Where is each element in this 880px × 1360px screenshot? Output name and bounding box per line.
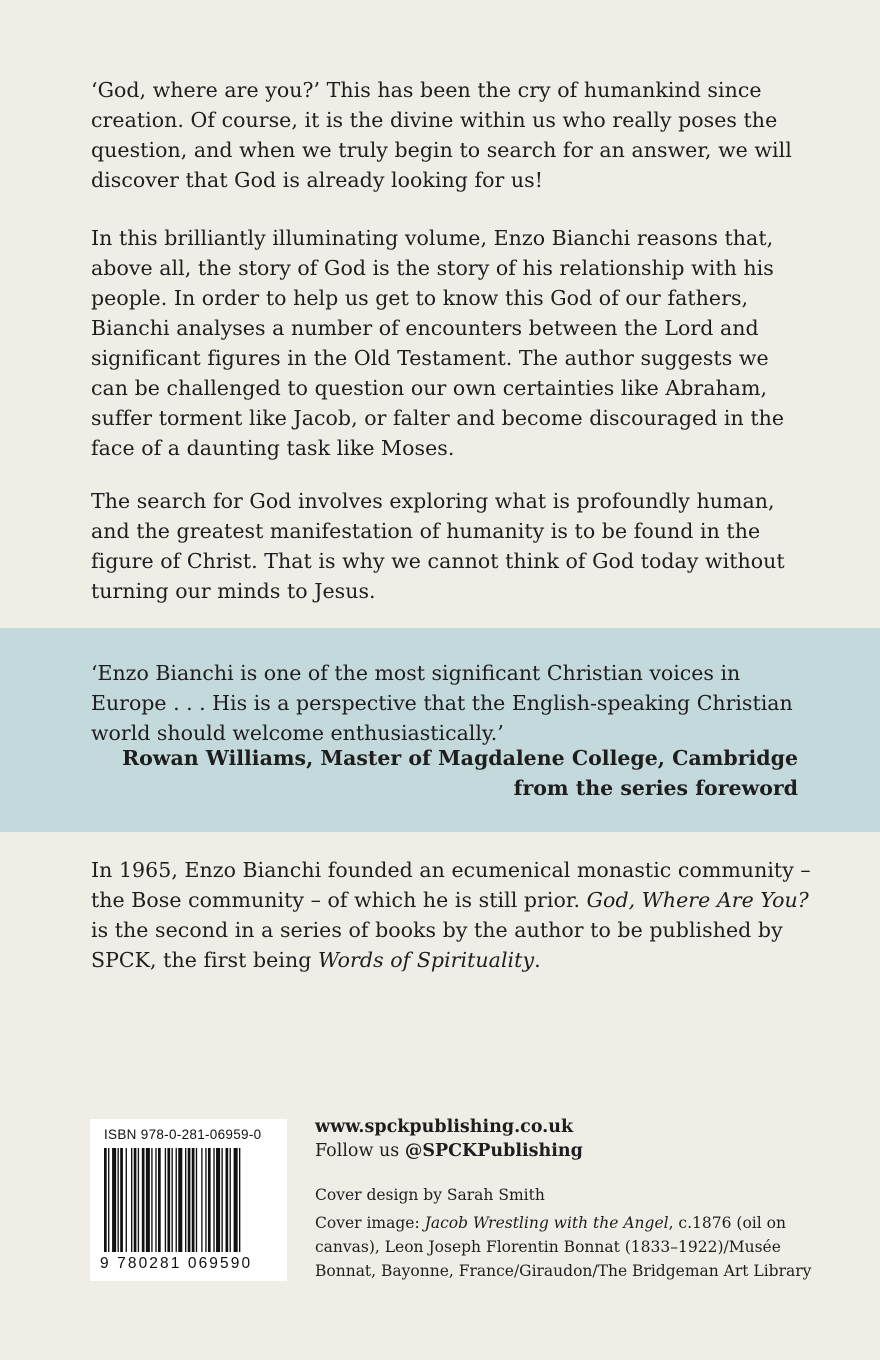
cover-image-credit [315,1211,835,1283]
barcode-bar [118,1148,119,1252]
barcode-bar [205,1148,206,1252]
author-bio-paragraph [91,855,811,975]
attribution-name: Rowan Williams, Master of Magdalene College, Cambridge [122,746,798,770]
barcode-bar [138,1148,139,1252]
barcode-bar [213,1148,214,1252]
barcode-bar [172,1148,173,1252]
barcode-bar [158,1148,161,1252]
publisher-follow [315,1139,835,1163]
barcode-bar [126,1148,127,1252]
summary-paragraph: In this brilliantly illuminating volume, Enzo Bianchi reasons that, above all, the story of God is the story of his relationship with his people. In order to help us get to know this God of our fathers, Bianchi analyses a number of encounters between the Lord and significant figures in the Old Testament. The author suggests we can be challenged to question our own certainties like Abraham, suffer torment like Jacob, or falter and become discouraged in the face of a daunting task like Moses. [91,226,785,460]
barcode-bar [185,1148,186,1252]
barcode-bar [230,1148,231,1252]
image-credit-title: Jacob Wrestling with the Angel [424,1214,669,1232]
barcode-bar [142,1148,145,1252]
bio-text-middle: is the second in a series of books by the author to be published by SPCK, the first being [91,918,783,972]
bio-text-start: In 1965, Enzo Bianchi founded an ecumenical monastic community – the Bose community – of which he is still prior. [91,858,811,912]
barcode-bar [221,1148,222,1252]
cover-design-credit: Cover design by Sarah Smith [315,1186,545,1204]
barcode-bar [216,1148,220,1252]
intro-paragraph: ‘God, where are you?’ This has been the cry of humankind since creation. Of course, it is the divine within us who really poses the question, and when we truly begin to search for an answer, we will discover that God is already looking for us! [91,78,792,192]
barcode-bar [234,1148,238,1252]
publisher-info [315,1115,835,1283]
barcode-bar [131,1148,132,1252]
image-credit-rest: 1876 (oil on canvas), Leon Joseph Florentin Bonnat (1833–1922)/Musée Bonnat, Bayonne, France/Giraudon/The Bridgeman Art Library [315,1214,812,1280]
isbn-label: ISBN 978-0-281-06959-0 [104,1127,262,1142]
image-credit-circa: , c. [668,1214,693,1232]
barcode-bar [151,1148,152,1252]
first-book-title: Words of Spirituality [317,948,535,972]
book-title: God, Where Are You? [586,888,809,912]
conclusion-paragraph: The search for God involves exploring what is profoundly human, and the greatest manifestation of humanity is to be found in the figure of Christ. That is why we cannot think of God today without turning our minds to Jesus. [91,489,785,603]
barcode-bar [165,1148,166,1252]
barcode-bar [176,1148,177,1252]
barcode-panel [90,1119,287,1281]
endorsement-quote: ‘Enzo Bianchi is one of the most significant Christian voices in Europe . . . His is a perspective that the English-speaking Christian world should welcome enthusiastically.’ [91,661,793,745]
follow-prefix: Follow us [315,1141,405,1161]
barcode-bar [120,1148,123,1252]
barcode-bar [201,1148,202,1252]
barcode-digits: 9 780281 069590 [100,1255,253,1272]
barcode-bar [188,1148,191,1252]
publisher-website: www.spckpublishing.co.uk [315,1117,574,1137]
barcode-bar [134,1148,137,1252]
endorsement-band [0,628,880,832]
barcode-bar [178,1148,182,1252]
barcode-bar [226,1148,229,1252]
barcode-bar [208,1148,211,1252]
barcode-bar [108,1148,109,1252]
barcode-bar [239,1148,240,1252]
barcode-bar [104,1148,107,1252]
publisher-handle: @SPCKPublishing [404,1141,583,1161]
barcode-bar [155,1148,156,1252]
barcode-bar [112,1148,116,1252]
barcode-icon [104,1148,274,1252]
barcode-bar [192,1148,195,1252]
barcode-bar [196,1148,197,1252]
image-credit-prefix: Cover image: [315,1214,425,1232]
barcode-bar [167,1148,170,1252]
barcode-bar [146,1148,150,1252]
endorsement-attribution [122,743,798,803]
attribution-source: from the series foreword [513,776,798,800]
bio-text-end: . [534,948,541,972]
